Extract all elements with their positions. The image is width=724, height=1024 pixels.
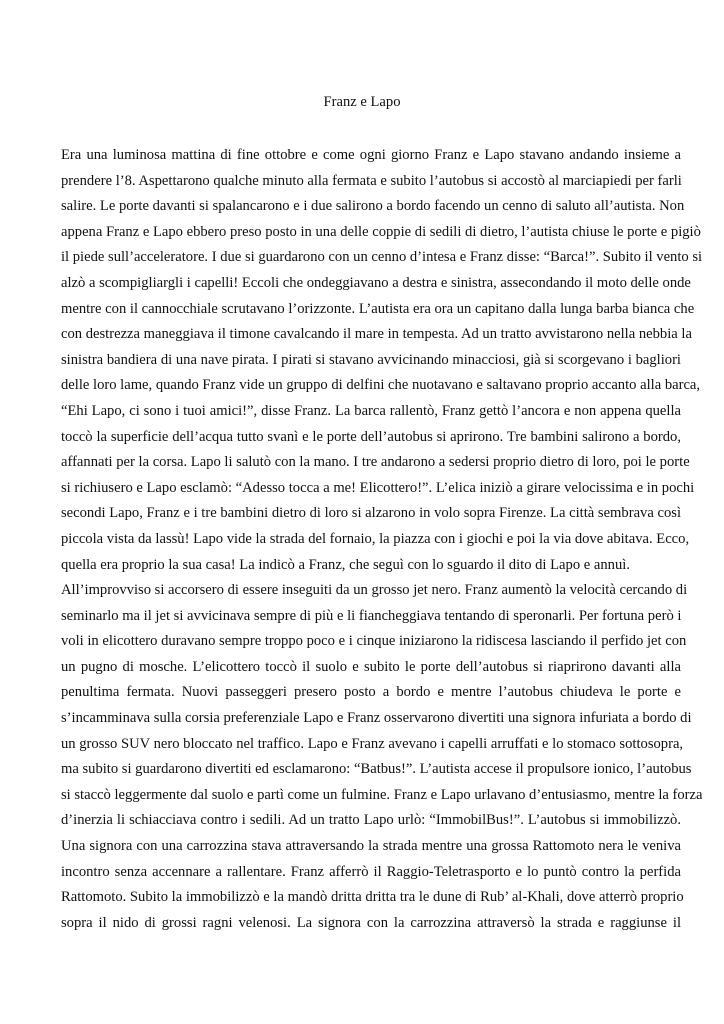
text-line: ma subito si guardarono divertiti ed esclamarono: “Batbus!”. L’autista accese il propulsore ionico, l’autobus	[61, 761, 692, 778]
text-line: “Ehi Lapo, ci sono i tuoi amici!”, disse Franz. La barca rallentò, Franz gettò l’ancora e non appena quella	[61, 402, 681, 419]
text-line: Rattomoto. Subito la immobilizzò e la mandò dritta dritta tra le dune di Rub’ al-Khali, dove atterrò proprio	[61, 889, 684, 906]
text-line: quella era proprio la sua casa! La indicò a Franz, che seguì con lo sguardo il dito di Lapo e annuì.	[61, 556, 630, 573]
text-line: sinistra bandiera di una nave pirata. I pirati si stavano avvicinando minacciosi, già si scorgevano i bagliori	[61, 351, 681, 368]
text-line: si staccò leggermente dal suolo e partì come un fulmine. Franz e Lapo urlavano d’entusiasmo, mentre la forza	[61, 786, 703, 803]
text-line: affannati per la corsa. Lapo li salutò con la mano. I tre andarono a sedersi proprio dietro di loro, poi le porte	[61, 454, 690, 471]
story-body	[61, 143, 703, 936]
text-line: si richiusero e Lapo esclamò: “Adesso tocca a me! Elicottero!”. L’elica iniziò a girare velocissima e in pochi	[61, 479, 695, 496]
text-line: salire. Le porte davanti si spalancarono e i due salirono a bordo facendo un cenno di saluto all’autista. Non	[61, 198, 685, 215]
text-line: penultima fermata. Nuovi passeggeri presero posto a bordo e mentre l’autobus chiudeva le porte e	[61, 684, 681, 701]
text-line: un pugno di mosche. L’elicottero toccò il suolo e subito le porte dell’autobus si riaprirono davanti alla	[61, 658, 681, 675]
text-line: un grosso SUV nero bloccato nel traffico. Lapo e Franz avevano i capelli arruffati e lo stomaco sottosopra,	[61, 735, 684, 752]
text-line: incontro senza accennare a rallentare. Franz afferrò il Raggio-Teletrasporto e lo puntò contro la perfida	[61, 863, 681, 880]
text-line: con destrezza maneggiava il timone cavalcando il mare in tempesta. Ad un tratto avvistarono nella nebbia la	[61, 326, 692, 343]
text-line: d’inerzia li schiacciava contro i sedili. Ad un tratto Lapo urlò: “ImmobilBus!”. L’autobus si immobilizzò.	[61, 812, 681, 829]
text-line: Era una luminosa mattina di fine ottobre e come ogni giorno Franz e Lapo stavano andando insieme a	[61, 147, 681, 163]
text-line: voli in elicottero duravano sempre troppo poco e i cinque iniziarono la ridiscesa lasciando il perfido jet con	[61, 633, 687, 650]
text-line: alzò a scompigliargli i capelli! Eccoli che ondeggiavano a destra e sinistra, assecondando il moto delle onde	[61, 274, 691, 291]
text-line: piccola vista da lassù! Lapo vide la strada del fornaio, la piazza con i giochi e poi la via dove abitava. Ecco,	[61, 530, 690, 547]
text-line: All’improvviso si accorsero di essere inseguiti da un grosso jet nero. Franz aumentò la velocità cercando di	[61, 582, 688, 599]
text-line: seminarlo ma il jet si avvicinava sempre di più e li fiancheggiava tentando di speronarli. Per fortuna però i	[61, 607, 682, 624]
text-line: s’incamminava sulla corsia preferenziale Lapo e Franz osservarono divertiti una signora infuriata a bordo di	[61, 710, 692, 727]
text-line: prendere l’8. Aspettarono qualche minuto alla fermata e subito l’autobus si accostò al marciapiedi per farli	[61, 172, 682, 189]
text-line: delle loro lame, quando Franz vide un gruppo di delfini che nuotavano e saltavano proprio accanto alla barca,	[61, 377, 701, 394]
text-line: sopra il nido di grossi ragni velenosi. La signora con la carrozzina attraversò la strada e raggiunse il	[61, 914, 681, 931]
text-line: mentre con il cannocchiale scrutavano l’orizzonte. L’autista era ora un capitano dalla lunga barba bianca che	[61, 300, 695, 317]
text-line: il piede sull’acceleratore. I due si guardarono con un cenno d’intesa e Franz disse: “Barca!”. Subito il vento si	[61, 249, 703, 266]
text-line: appena Franz e Lapo ebbero preso posto in una delle coppie di sedili di dietro, l’autista chiuse le porte e pigiò	[61, 223, 701, 240]
document-title: Franz e Lapo	[323, 94, 401, 110]
text-line: toccò la superficie dell’acqua tutto svanì e le porte dell’autobus si aprirono. Tre bambini salirono a bordo,	[61, 428, 681, 445]
text-line: secondi Lapo, Franz e i tre bambini dietro di loro si alzarono in volo sopra Firenze. La città sembrava così	[61, 505, 681, 522]
text-line: Una signora con una carrozzina stava attraversando la strada mentre una grossa Rattomoto nera le veniva	[61, 838, 681, 855]
